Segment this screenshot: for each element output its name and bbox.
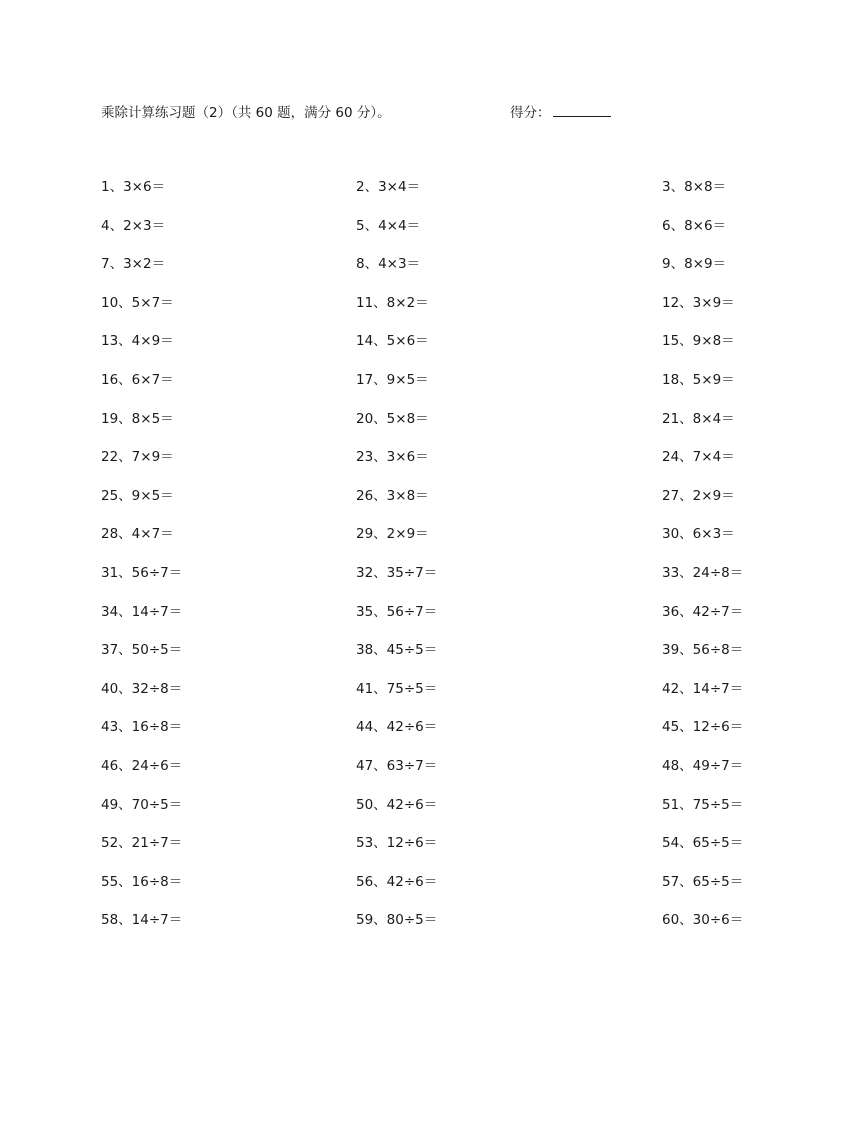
- problem-item: 52、21÷7＝: [101, 835, 183, 852]
- problem-item: 7、3×2＝: [101, 256, 166, 273]
- problem-item: 3、8×8＝: [662, 179, 727, 195]
- problem-item: 49、70÷5＝: [101, 796, 183, 813]
- problem-item: 44、42÷6＝: [356, 719, 438, 736]
- problem-item: 23、3×6＝: [356, 449, 429, 466]
- problem-item: 45、12÷6＝: [662, 719, 744, 736]
- problem-item: 40、32÷8＝: [101, 680, 183, 697]
- worksheet-title: 乘除计算练习题（2）（共 60 题，满分 60 分）。: [101, 105, 391, 121]
- problem-item: 59、80÷5＝: [356, 912, 438, 929]
- problem-item: 1、3×6＝: [101, 179, 166, 195]
- problem-item: 34、14÷7＝: [101, 603, 183, 620]
- problem-item: 32、35÷7＝: [356, 565, 438, 581]
- problem-item: 48、49÷7＝: [662, 758, 744, 774]
- problem-item: 2、3×4＝: [356, 179, 421, 195]
- problem-item: 31、56÷7＝: [101, 565, 183, 581]
- problem-item: 27、2×9＝: [662, 487, 735, 504]
- problem-item: 26、3×8＝: [356, 487, 429, 504]
- problem-item: 17、9×5＝: [356, 372, 429, 388]
- problem-item: 5、4×4＝: [356, 217, 421, 234]
- score-label: 得分：: [510, 105, 551, 121]
- problem-item: 38、45÷5＝: [356, 642, 438, 659]
- problem-item: 4、2×3＝: [101, 217, 166, 234]
- problem-item: 6、8×6＝: [662, 217, 727, 234]
- problem-item: 18、5×9＝: [662, 372, 735, 388]
- problem-item: 54、65÷5＝: [662, 835, 744, 852]
- problem-item: 46、24÷6＝: [101, 758, 183, 774]
- problem-item: 20、5×8＝: [356, 410, 429, 427]
- problem-item: 15、9×8＝: [662, 333, 735, 350]
- problem-item: 24、7×4＝: [662, 449, 735, 466]
- problem-item: 36、42÷7＝: [662, 603, 744, 620]
- problem-item: 9、8×9＝: [662, 256, 727, 273]
- problem-item: 16、6×7＝: [101, 372, 174, 388]
- problem-item: 57、65÷5＝: [662, 873, 744, 890]
- problem-item: 37、50÷5＝: [101, 642, 183, 659]
- problem-item: 22、7×9＝: [101, 449, 174, 466]
- problem-item: 19、8×5＝: [101, 410, 174, 427]
- problem-item: 47、63÷7＝: [356, 758, 438, 774]
- problem-item: 41、75÷5＝: [356, 680, 438, 697]
- problem-item: 25、9×5＝: [101, 487, 174, 504]
- problem-item: 35、56÷7＝: [356, 603, 438, 620]
- problem-item: 12、3×9＝: [662, 294, 735, 311]
- problem-item: 53、12÷6＝: [356, 835, 438, 852]
- problem-item: 13、4×9＝: [101, 333, 174, 350]
- problem-item: 42、14÷7＝: [662, 680, 744, 697]
- problem-item: 29、2×9＝: [356, 526, 429, 543]
- problem-item: 14、5×6＝: [356, 333, 429, 350]
- problem-item: 50、42÷6＝: [356, 796, 438, 813]
- problem-item: 21、8×4＝: [662, 410, 735, 427]
- problem-item: 28、4×7＝: [101, 526, 174, 543]
- problem-item: 55、16÷8＝: [101, 873, 183, 890]
- problem-item: 56、42÷6＝: [356, 873, 438, 890]
- problem-item: 58、14÷7＝: [101, 912, 183, 929]
- problem-item: 11、8×2＝: [356, 294, 429, 311]
- problem-item: 30、6×3＝: [662, 526, 735, 543]
- problem-item: 10、5×7＝: [101, 294, 174, 311]
- problem-item: 33、24÷8＝: [662, 565, 744, 581]
- problem-item: 60、30÷6＝: [662, 912, 744, 929]
- problem-item: 51、75÷5＝: [662, 796, 744, 813]
- problem-item: 8、4×3＝: [356, 256, 421, 273]
- problem-item: 39、56÷8＝: [662, 642, 744, 659]
- problem-item: 43、16÷8＝: [101, 719, 183, 736]
